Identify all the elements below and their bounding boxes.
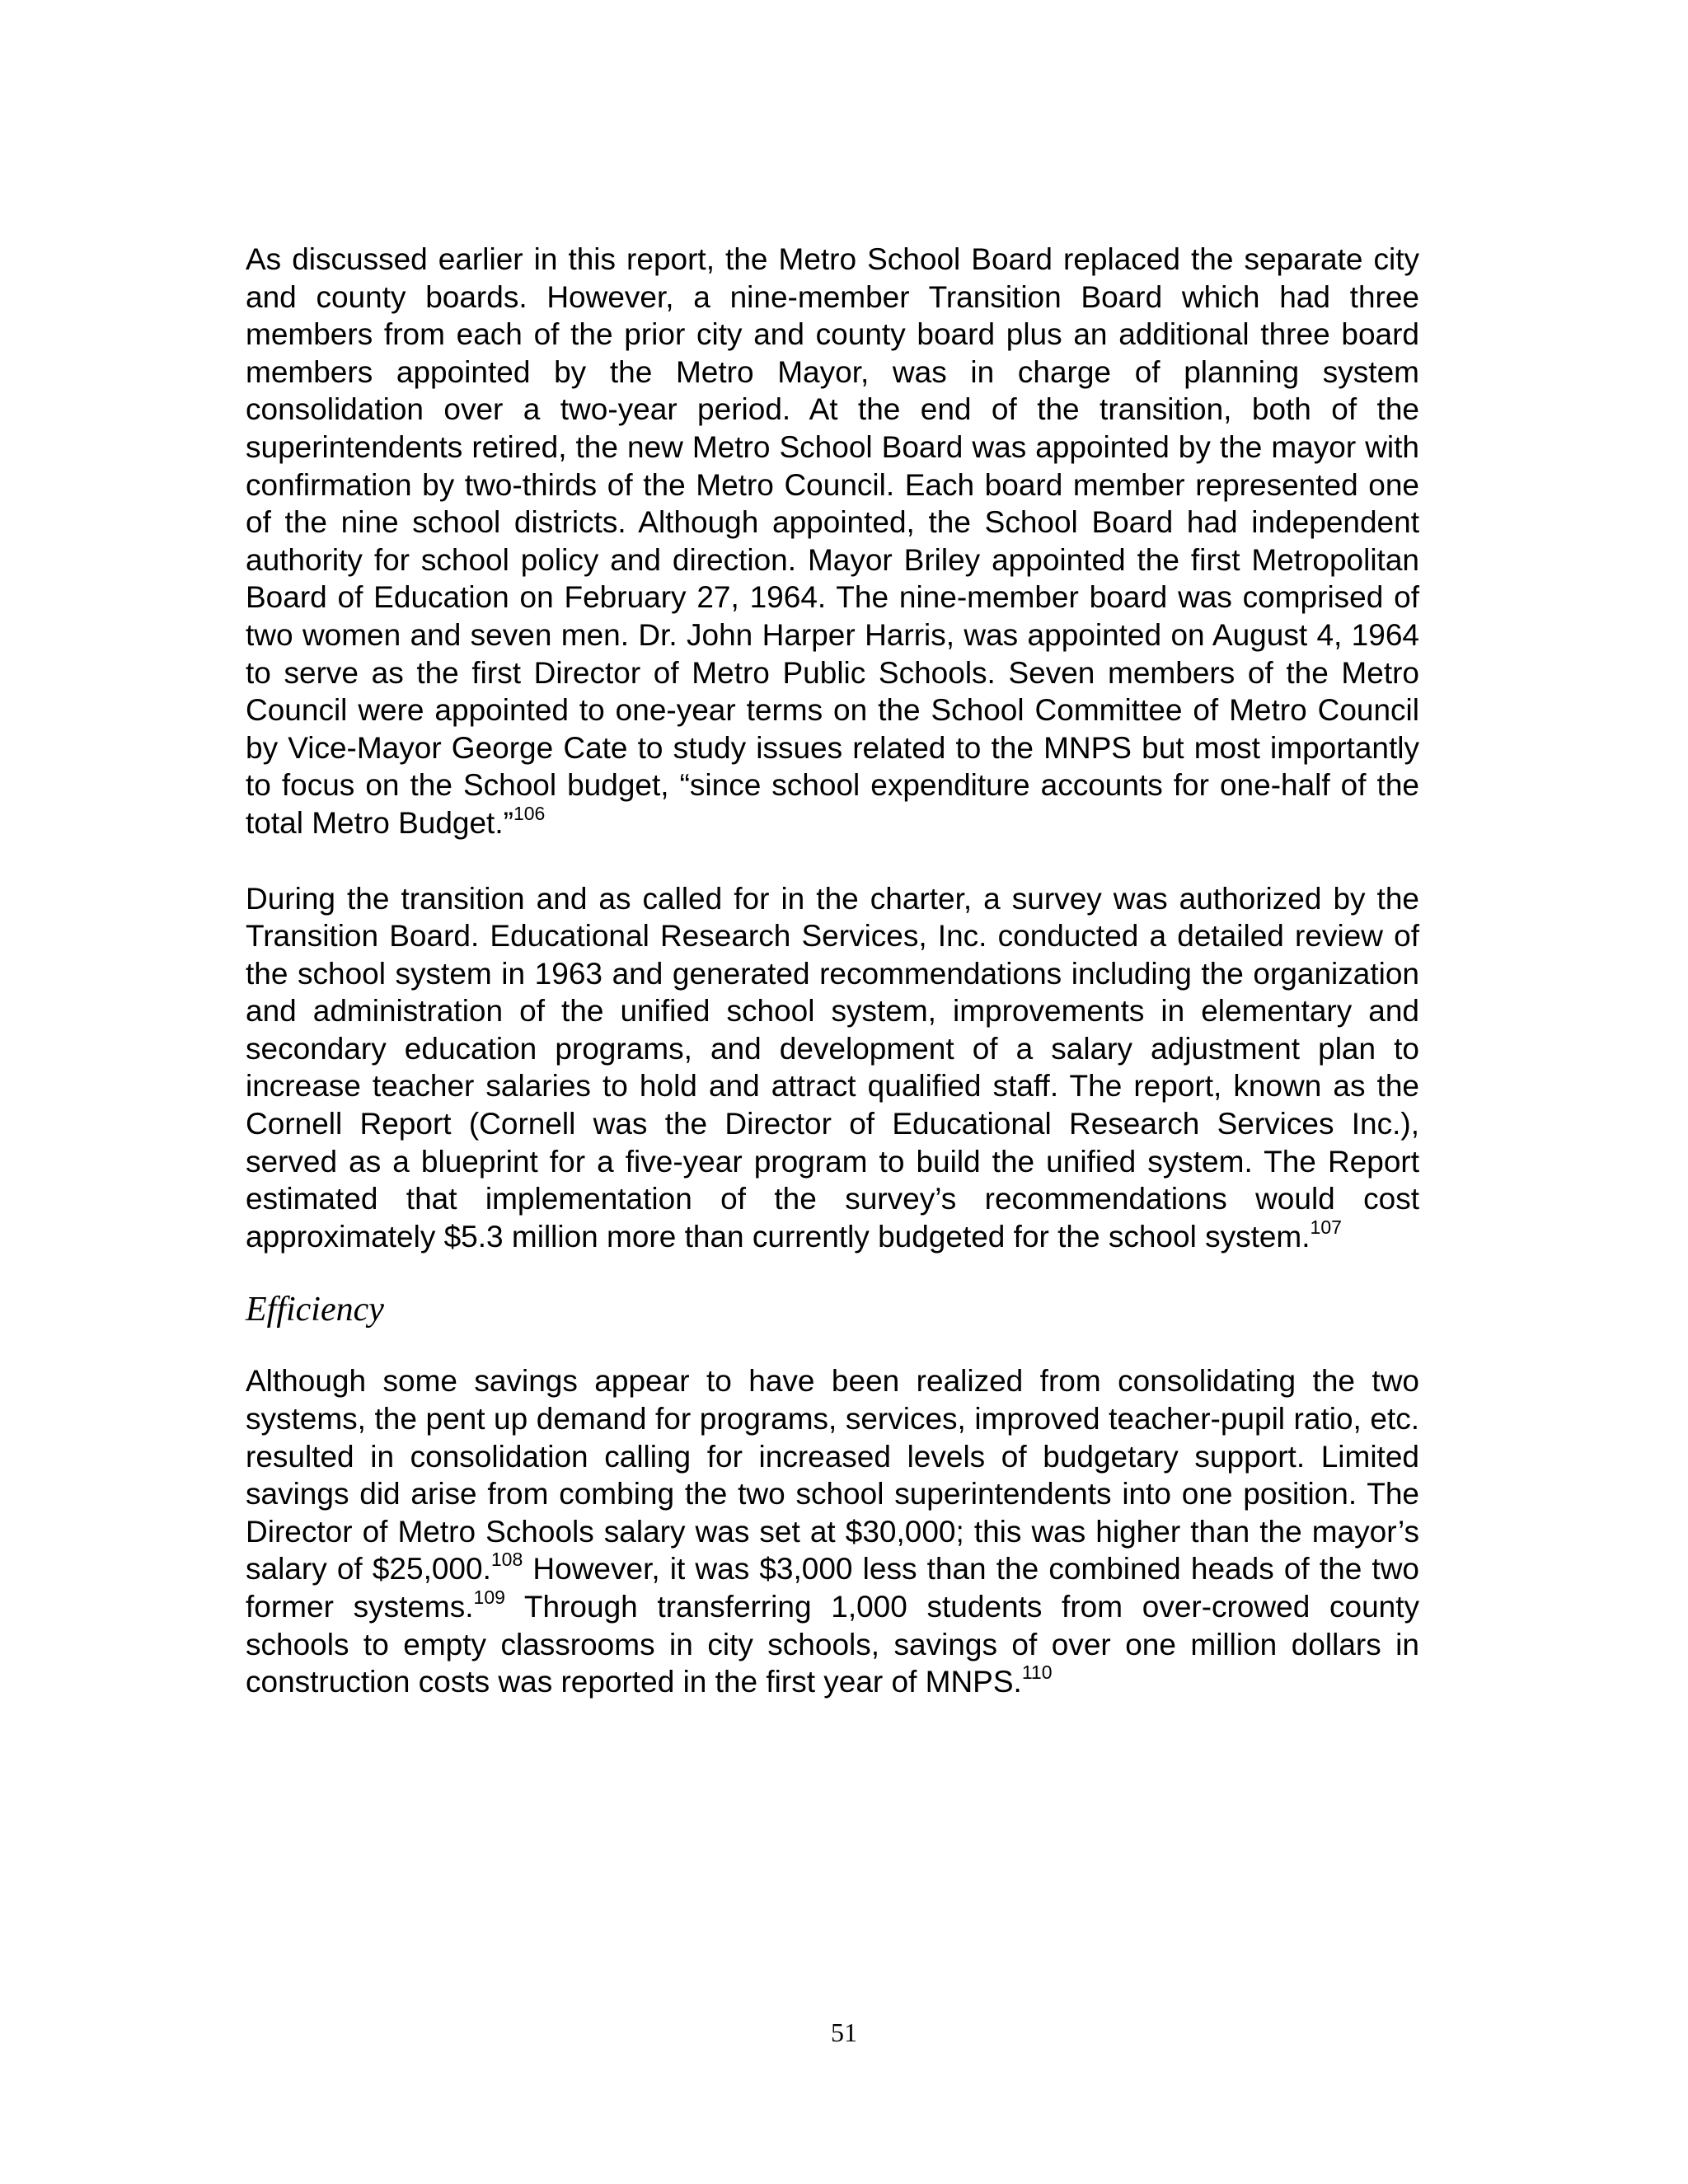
paragraph-text: However, it was $3,000 less than the combined heads of the two former systems. [246, 1552, 1420, 1624]
paragraph-text: During the transition and as called for in the charter, a survey was authorized by the Transition Board. Educational Research Services, Inc. conducted a detailed review of the school system in 1963 and generated recommendations including the organization and administration of the unified school system, improvements in elementary and secondary education programs, and development of a salary adjustment plan to increase teacher salaries to hold and attract qualified staff. The report, known as the Cornell Report (Cornell was the Director of Educational Research Services Inc.), served as a blueprint for a five-year program to build the unified system. The Report estimated that implementation of the survey’s recommendations would cost approximately $5.3 million more than currently budgeted for the school system. [246, 881, 1419, 1254]
paragraph-metro-school-board [246, 241, 1419, 842]
paragraph-efficiency [246, 1362, 1419, 1700]
footnote-reference: 107 [1310, 1216, 1342, 1238]
paragraph-text: As discussed earlier in this report, the Metro School Board replaced the separate city and county boards. However, a nine-member Transition Board which had three members from each of the prior city and county board plus an additional three board members appointed by the Metro Mayor, was in charge of planning system consolidation over a two-year period. At the end of the transition, both of the superintendents retired, the new Metro School Board was appointed by the mayor with confirmation by two-thirds of the Metro Council. Each board member represented one of the nine school districts. Although appointed, the School Board had independent authority for school policy and direction. Mayor Briley appointed the first Metropolitan Board of Education on February 27, 1964. The nine-member board was comprised of two women and seven men. Dr. John Harper Harris, was appointed on August 4, 1964 to serve as the first Director of Metro Public Schools. Seven members of the Metro Council were appointed to one-year terms on the School Committee of Metro Council by Vice-Mayor George Cate to study issues related to the MNPS but most importantly to focus on the School budget, “since school expenditure accounts for one-half of the total Metro Budget.” [246, 242, 1419, 840]
paragraph-text: Although some savings appear to have been realized from consolidating the two systems, the pent up demand for programs, services, improved teacher-pupil ratio, etc. resulted in consolidation calling for increased levels of budgetary support. Limited savings did arise from combing the two school superintendents into one position. The Director of Metro Schools salary was set at $30,000; this was higher than the mayor’s salary of $25,000. [246, 1364, 1419, 1586]
page-content [246, 241, 1419, 1701]
footnote-reference: 109 [473, 1586, 505, 1608]
footnote-reference: 110 [1021, 1661, 1053, 1684]
footnote-reference: 106 [513, 802, 546, 824]
page-number: 51 [831, 2018, 857, 2047]
section-heading-efficiency: Efficiency [246, 1291, 384, 1329]
paragraph-transition-survey [246, 880, 1419, 1256]
paragraph-text: Through transferring 1,000 students from over-crowed county schools to empty classrooms in city schools, savings of over one million dollars in construction costs was reported in the first year of MNPS. [246, 1590, 1420, 1699]
footnote-reference: 108 [490, 1549, 523, 1571]
